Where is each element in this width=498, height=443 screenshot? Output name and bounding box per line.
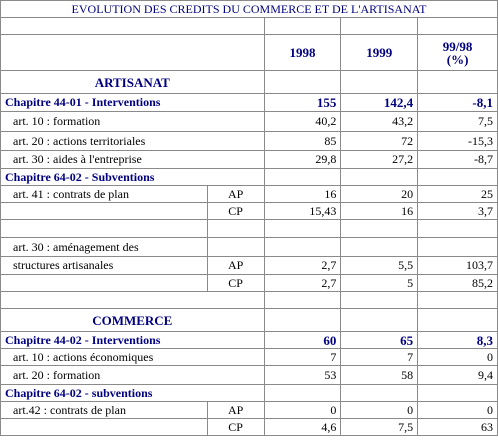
row-label: art. 10 : formation [1,112,265,132]
cp-label: CP [207,275,264,292]
value-1999: 58 [341,366,418,385]
chapter-label: Chapitre 64-02 - subventions [1,385,265,402]
table-row [1,151,498,169]
section-commerce: COMMERCE [1,309,265,332]
value-diff: 63 [418,419,498,436]
value-1999: 7,5 [341,419,418,436]
value-1998: 15,43 [264,203,341,220]
value-diff: 0 [418,349,498,366]
value-1998: 85 [264,132,341,151]
value-1999: 43,2 [341,112,418,132]
table-row [1,257,498,275]
value-diff: -8,1 [418,94,498,112]
value-1998: 60 [264,332,341,349]
value-1998: 0 [264,402,341,419]
ap-label: AP [207,257,264,275]
value-diff: 25 [418,186,498,203]
row-label: art.42 : contrats de plan [1,402,208,419]
value-diff: 85,2 [418,275,498,292]
value-diff: 7,5 [418,112,498,132]
value-1999: 65 [341,332,418,349]
row-label: art. 30 : aménagement des [1,238,208,257]
value-diff: -15,3 [418,132,498,151]
row-label: art. 30 : aides à l'entreprise [1,151,265,169]
table-title: EVOLUTION DES CREDITS DU COMMERCE ET DE L'ARTISANAT [1,1,498,18]
table-row [1,132,498,151]
chapter-label: Chapitre 44-02 - Interventions [1,332,265,349]
value-1999: 72 [341,132,418,151]
value-diff: 0 [418,402,498,419]
row-label: structures artisanales [1,257,208,275]
value-diff: 103,7 [418,257,498,275]
value-1999: 142,4 [341,94,418,112]
header-1999: 1999 [341,35,418,71]
value-1998: 40,2 [264,112,341,132]
header-1998: 1998 [264,35,341,71]
chapter-row [1,385,498,402]
value-1998: 53 [264,366,341,385]
value-diff: -8,7 [418,151,498,169]
title-row [1,1,498,18]
value-1998: 4,6 [264,419,341,436]
table-row [1,203,498,220]
ap-label: AP [207,186,264,203]
table-row [1,238,498,257]
table-row [1,349,498,366]
chapter-label: Chapitre 64-02 - Subventions [1,169,265,186]
value-1999: 0 [341,402,418,419]
table-row [1,419,498,436]
value-1999: 16 [341,203,418,220]
value-1999: 27,2 [341,151,418,169]
row-label: art. 41 : contrats de plan [1,186,208,203]
chapter-row [1,94,498,112]
section-artisanat: ARTISANAT [1,71,265,94]
section-row [1,71,498,94]
chapter-label: Chapitre 44-01 - Interventions [1,94,265,112]
blank-row [1,220,498,238]
value-1998: 16 [264,186,341,203]
value-diff: 3,7 [418,203,498,220]
value-1998: 2,7 [264,257,341,275]
row-label: art. 20 : formation [1,366,265,385]
value-1999: 7 [341,349,418,366]
cp-label: CP [207,419,264,436]
table-row [1,366,498,385]
ap-label: AP [207,402,264,419]
section-row [1,309,498,332]
value-1998: 155 [264,94,341,112]
value-1998: 2,7 [264,275,341,292]
chapter-row [1,332,498,349]
value-diff: 8,3 [418,332,498,349]
cp-label: CP [207,203,264,220]
table-row [1,402,498,419]
blank-row [1,18,498,35]
value-1998: 7 [264,349,341,366]
header-diff [418,35,498,71]
value-1999: 5,5 [341,257,418,275]
row-label: art. 20 : actions territoriales [1,132,265,151]
header-diff-bottom: (%) [446,51,469,67]
value-1999: 20 [341,186,418,203]
chapter-row [1,169,498,186]
blank-row [1,292,498,309]
header-diff-top: 99/98 [442,38,473,54]
header-row [1,35,498,71]
value-1999: 5 [341,275,418,292]
table-row [1,275,498,292]
value-1998: 29,8 [264,151,341,169]
table-row [1,112,498,132]
table-row [1,186,498,203]
value-diff: 9,4 [418,366,498,385]
row-label: art. 10 : actions économiques [1,349,265,366]
